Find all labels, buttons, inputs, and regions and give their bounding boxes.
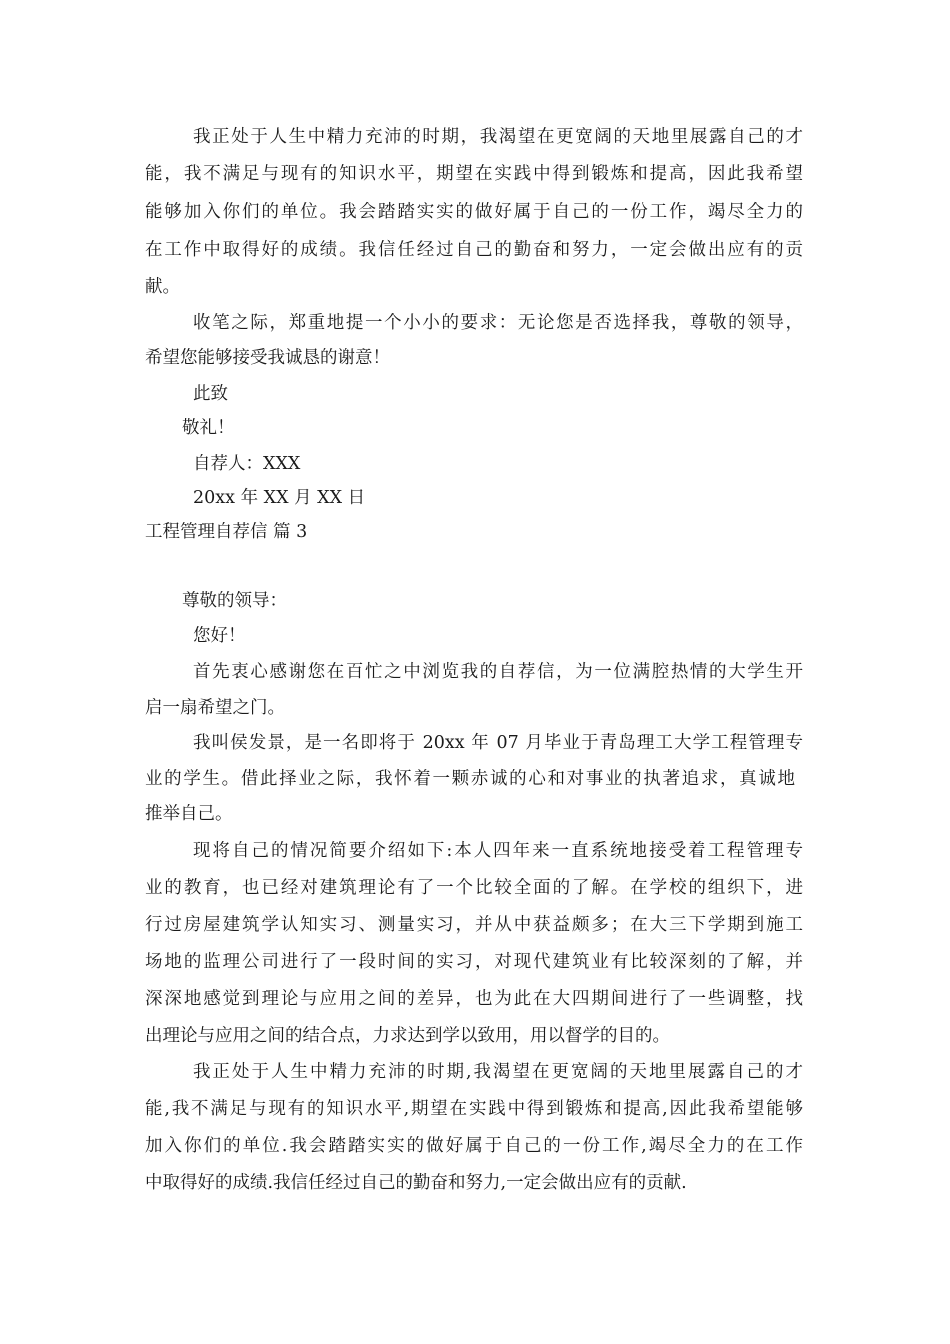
hello-line: 您好！ (193, 626, 246, 646)
text-line-5: 献。 (145, 277, 180, 297)
text-line-3: 能够加入你们的单位。我会踏踏实实的做好属于自己的一份工作，竭尽全力的 (145, 202, 803, 222)
text-line-23: 场地的监理公司进行了一段时间的实习，对现代建筑业有比较深刻的了解，并 (145, 952, 803, 972)
text-line-22: 行过房屋建筑学认知实习、测量实习，并从中获益颇多；在大三下学期到施工 (145, 915, 803, 935)
text-line-4: 在工作中取得好的成绩。我信任经过自己的勤奋和努力，一定会做出应有的贡 (145, 240, 803, 260)
text-line-6: 收笔之际，郑重地提一个小小的要求：无论您是否选择我，尊敬的领导， (193, 313, 803, 333)
text-line-1: 我正处于人生中精力充沛的时期，我渴望在更宽阔的天地里展露自己的才 (193, 127, 803, 147)
text-line-20: 现将自己的情况简要介绍如下:本人四年来一直系统地接受着工程管理专 (193, 841, 803, 861)
text-line-2: 能，我不满足与现有的知识水平，期望在实践中得到锻炼和提高，因此我希望 (145, 164, 803, 184)
text-line-26: 我正处于人生中精力充沛的时期,我渴望在更宽阔的天地里展露自己的才 (193, 1062, 803, 1082)
text-line-19: 推举自己。 (145, 804, 233, 824)
signature-line: 自荐人：XXX (193, 454, 301, 474)
text-line-7: 希望您能够接受我诚恳的谢意！ (145, 348, 390, 368)
text-line-25: 出理论与应用之间的结合点，力求达到学以致用，用以督学的目的。 (145, 1026, 670, 1046)
closing-salutation: 此致 (193, 384, 228, 404)
text-line-15: 首先衷心感谢您在百忙之中浏览我的自荐信，为一位满腔热情的大学生开 (193, 662, 803, 682)
date-line: 20xx 年 XX 月 XX 日 (193, 488, 366, 508)
text-line-21: 业的教育，也已经对建筑理论有了一个比较全面的了解。在学校的组织下，进 (145, 878, 803, 898)
text-line-17: 我叫侯发景，是一名即将于 20xx 年 07 月毕业于青岛理工大学工程管理专 (193, 733, 803, 753)
text-line-24: 深深地感觉到理论与应用之间的差异，也为此在大四期间进行了一些调整，找 (145, 989, 803, 1009)
greeting-line: 尊敬的领导： (182, 591, 287, 611)
closing-regards: 敬礼！ (182, 418, 235, 438)
text-line-28: 加入你们的单位.我会踏踏实实的做好属于自己的一份工作,竭尽全力的在工作 (145, 1136, 803, 1156)
text-line-16: 启一扇希望之门。 (145, 698, 285, 718)
text-line-18: 业的学生。借此择业之际，我怀着一颗赤诚的心和对事业的执著追求，真诚地 (145, 769, 795, 789)
section-heading: 工程管理自荐信 篇 3 (145, 522, 308, 542)
text-line-27: 能,我不满足与现有的知识水平,期望在实践中得到锻炼和提高,因此我希望能够 (145, 1099, 803, 1119)
text-line-29: 中取得好的成绩.我信任经过自己的勤奋和努力,一定会做出应有的贡献. (145, 1173, 687, 1193)
